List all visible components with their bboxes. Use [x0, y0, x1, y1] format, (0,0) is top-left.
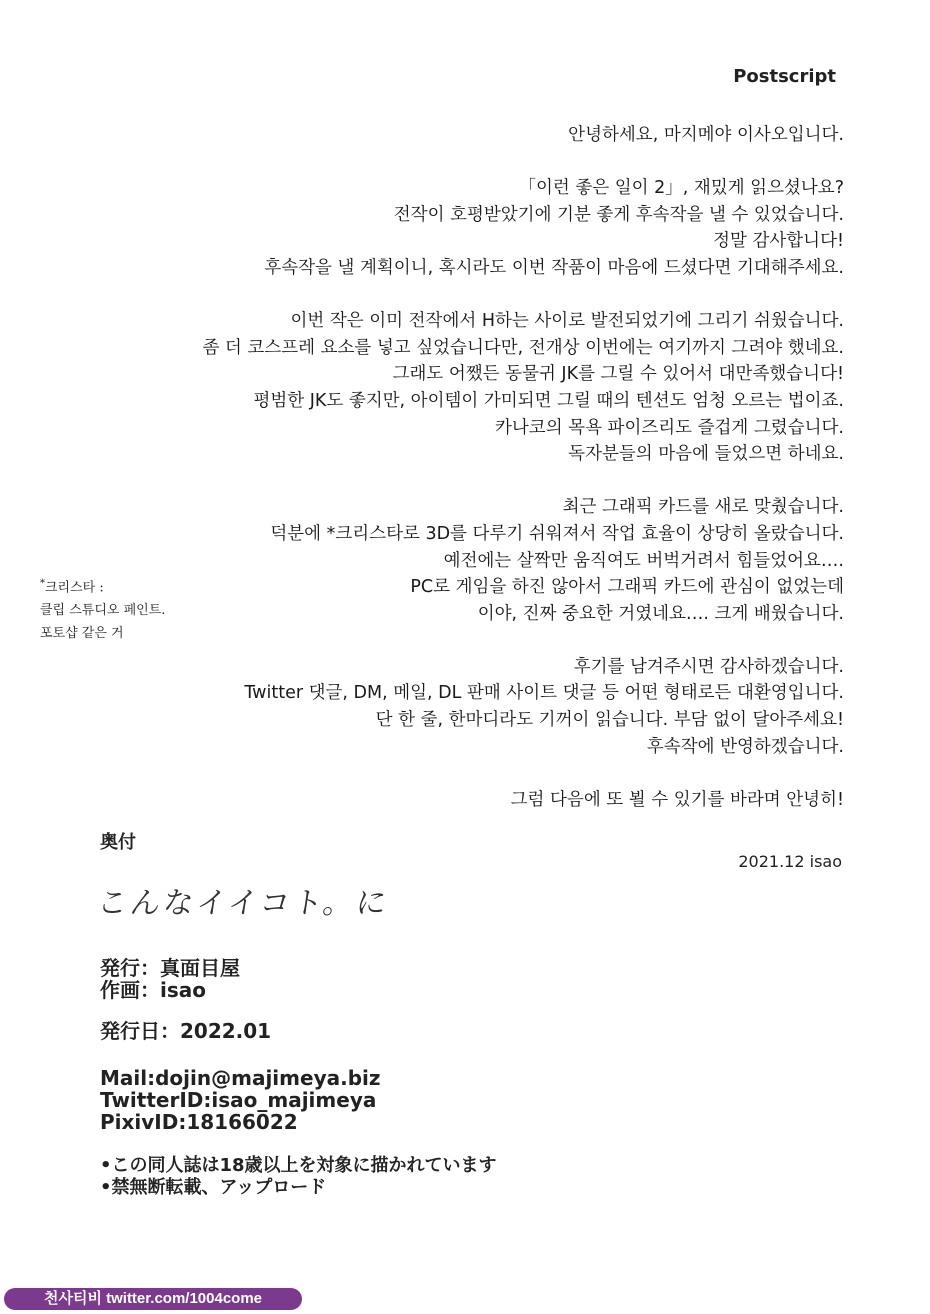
mail: Mail:dojin@majimeya.biz	[100, 1066, 381, 1090]
publish-date	[100, 1020, 271, 1042]
text-line: 정말 감사합니다!	[713, 231, 844, 252]
text-line: 후속작을 낼 계획이니, 혹시라도 이번 작품이 마음에 드셨다면 기대해주세요.	[264, 257, 844, 278]
paragraph-farewell	[64, 787, 844, 814]
paragraph-graphics-card	[64, 494, 844, 627]
notices	[100, 1155, 497, 1199]
text-line: 카나코의 목욕 파이즈리도 즐겁게 그렸습니다.	[494, 417, 844, 438]
colophon-label: 奥付	[100, 832, 136, 853]
footnote-line: 클립 스튜디오 페인트.	[40, 603, 166, 619]
text-line: 후기를 남겨주시면 감사하겠습니다.	[573, 656, 844, 677]
postscript-title: Postscript	[733, 66, 836, 87]
footnote-term: 크리스타 :	[45, 580, 104, 596]
signature: 2021.12 isao	[738, 852, 842, 871]
notice-age: •この同人誌は18歳以上を対象に描かれています	[100, 1155, 497, 1176]
text-line: 안녕하세요, 마지메야 이사오입니다.	[568, 125, 844, 145]
footnote-line	[40, 572, 165, 599]
text-line: 단 한 줄, 한마디라도 기꺼이 읽습니다. 부담 없이 달아주세요!	[375, 710, 844, 731]
twitter-id: TwitterID:isao_majimeya	[100, 1088, 377, 1112]
text-line: 최근 그래픽 카드를 새로 맞췄습니다.	[562, 497, 844, 518]
text-line: PC로 게임을 하진 않아서 그래픽 카드에 관심이 없었는데	[410, 577, 844, 598]
text-line: 이번 작은 이미 전작에서 H하는 사이로 발전되었기에 그리기 쉬웠습니다.	[290, 311, 844, 332]
text-line: 좀 더 코스프레 요소를 넣고 싶었습니다만, 전개상 이번에는 여기까지 그려야 했네요.	[202, 337, 844, 358]
publisher-info	[100, 957, 240, 1001]
watermark-badge: 천사티비 twitter.com/1004come	[4, 1288, 302, 1310]
text-line: 이야, 진짜 중요한 거였네요…. 크게 배웠습니다.	[477, 603, 844, 624]
footnote	[40, 572, 165, 645]
artist: 作画：isao	[100, 978, 206, 1002]
paragraph-greeting	[64, 122, 844, 149]
text-line: 예전에는 살짝만 움직여도 버벅거려서 힘들었어요….	[443, 550, 844, 571]
text-line: 그럼 다음에 또 뵐 수 있기를 바라며 안녕히!	[510, 789, 844, 810]
text-line: 전작이 호평받았기에 기분 좋게 후속작을 낼 수 있었습니다.	[393, 204, 844, 225]
text-line: 그래도 어쨌든 동물귀 JK를 그릴 수 있어서 대만족했습니다!	[392, 364, 844, 385]
paragraph-thanks	[64, 175, 844, 281]
text-line: 평범한 JK도 좋지만, 아이템이 가미되면 그릴 때의 텐션도 엄청 오르는 법이죠.	[253, 390, 844, 411]
text-line: 「이런 좋은 일이 2」, 재밌게 읽으셨나요?	[518, 178, 844, 199]
paragraph-story	[64, 308, 844, 468]
publish-date-text: 発行日：2022.01	[100, 1019, 272, 1043]
text-line: 독자분들의 마음에 들었으면 하네요.	[568, 444, 844, 465]
postscript-body	[64, 122, 844, 813]
notice-reprint: •禁無断転載、アップロード	[100, 1177, 327, 1198]
text-line: Twitter 댓글, DM, 메일, DL 판매 사이트 댓글 등 어떤 형태로든 대환영입니다.	[244, 683, 844, 704]
text-line: 후속작에 반영하겠습니다.	[646, 736, 844, 757]
text-line: 덕분에 *크리스타로 3D를 다루기 쉬워져서 작업 효율이 상당히 올랐습니다.	[270, 523, 844, 544]
book-title-logo: こんなイイコト。に	[95, 886, 392, 921]
contact-info	[100, 1067, 381, 1133]
pixiv-id: PixivID:18166022	[100, 1110, 298, 1134]
footnote-mark: *	[40, 578, 45, 589]
publisher: 発行：真面目屋	[100, 956, 240, 980]
paragraph-feedback	[64, 654, 844, 760]
footnote-line: 포토샵 같은 거	[40, 626, 124, 642]
